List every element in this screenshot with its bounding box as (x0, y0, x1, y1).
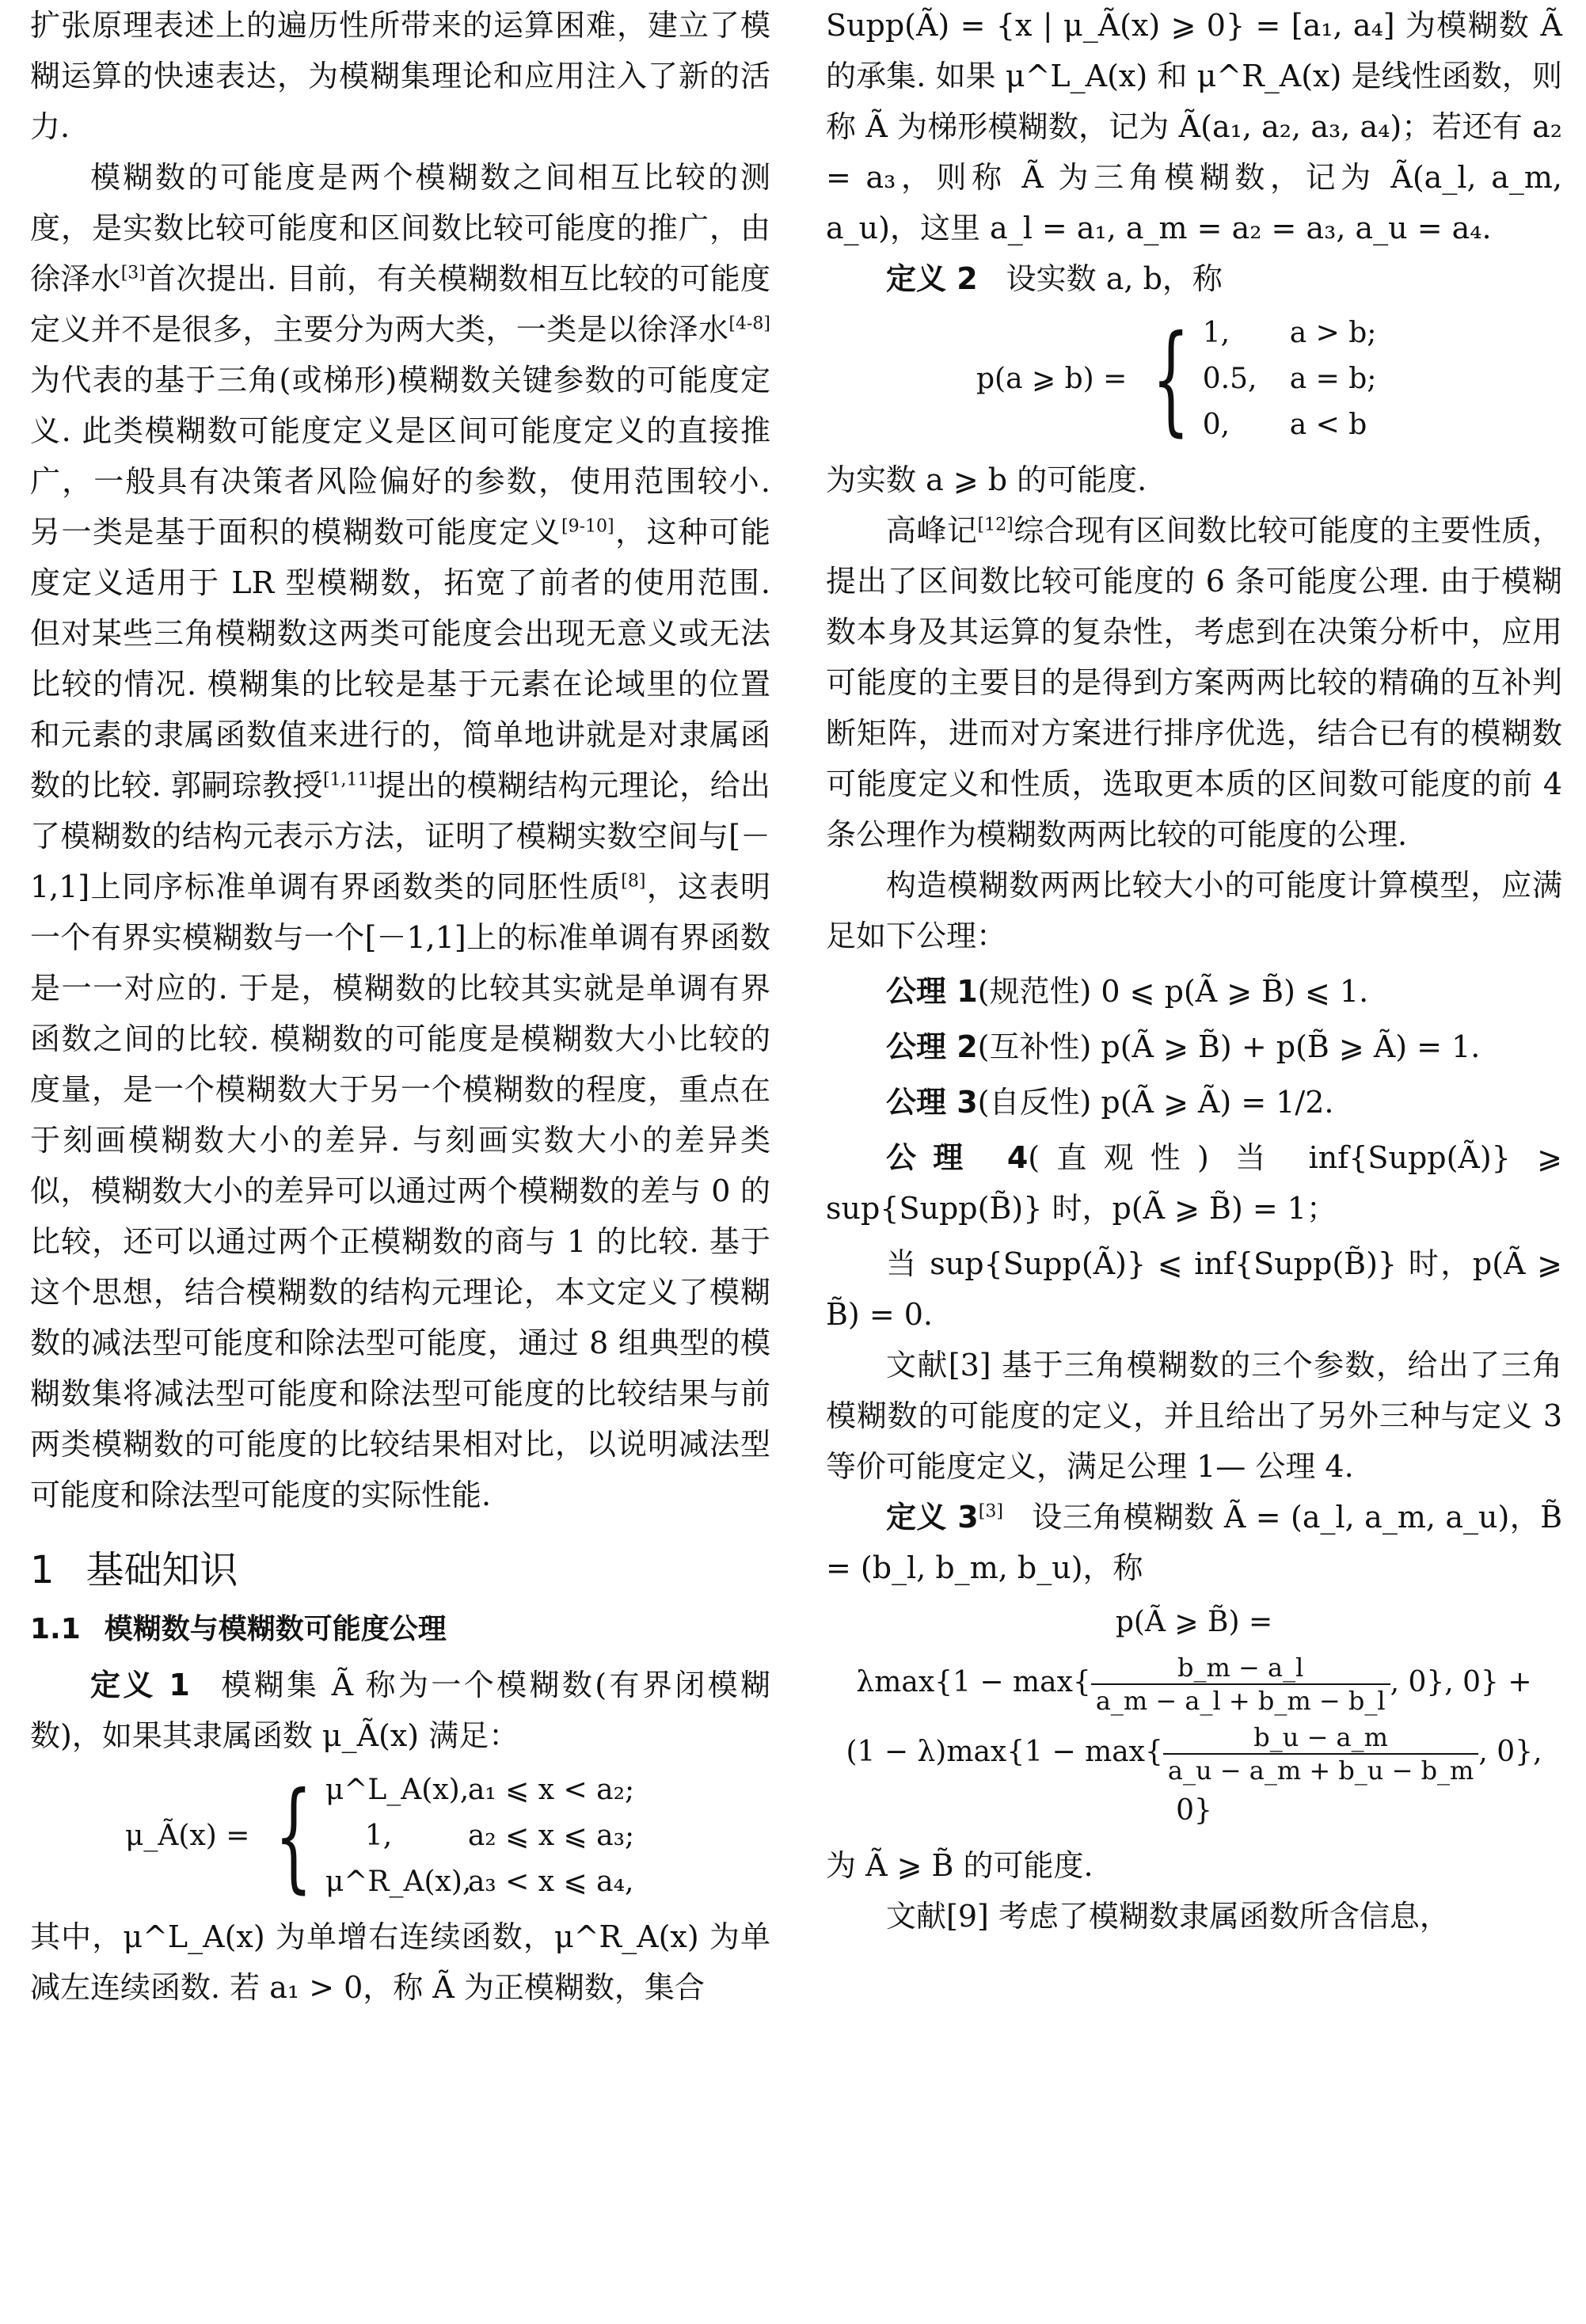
case-value: 1, (364, 1820, 393, 1852)
text-run: 高峰记 (886, 513, 978, 548)
brace: { (1152, 310, 1190, 448)
citation: [3] (978, 1501, 1003, 1522)
case-condition: a > b; (1289, 317, 1377, 349)
axiom-label: 公理 1 (886, 974, 978, 1009)
fraction-denominator: a_m − a_l + b_m − b_l (1095, 1686, 1386, 1716)
case-row (1203, 402, 1377, 448)
case-row (325, 1767, 634, 1813)
definition-label: 定义 2 (886, 261, 978, 296)
formula-cases (1203, 310, 1377, 448)
formula-text: λmax{1 − max{ (856, 1666, 1091, 1698)
axiom-4-continued: 当 sup{Supp(Ã)} ⩽ inf{Supp(B̃)} 时，p(Ã ⩾ B̃) = 0. (826, 1246, 1562, 1332)
formula-text: (1 − λ)max{1 − max{ (846, 1736, 1163, 1768)
citation: [9-10] (561, 516, 614, 537)
case-row (1203, 356, 1377, 402)
fraction-numerator: b_m − a_l (1091, 1652, 1390, 1685)
text-run: 提出的模糊结构元理论，给出了模糊数的结构元表示方法，证明了模糊实数空间与[－1,1]上同序标准单调有界函数类的同胚性质 (30, 768, 770, 904)
axiom-text: (自反性) p(Ã ⩾ Ã) = 1/2. (977, 1085, 1334, 1120)
text-run: ，这种可能度定义适用于 LR 型模糊数，拓宽了前者的使用范围. 但对某些三角模糊数这两类可能度会出现无意义或无法比较的情况. 模糊集的比较是基于元素在论域里的位置和元素的隶属函数值来进行的，简单地讲就是对隶属函数的比较. 郭嗣琮教授 (30, 515, 770, 803)
case-condition: a = b; (1289, 363, 1377, 395)
fraction-denominator: a_u − a_m + b_u − b_m (1167, 1755, 1474, 1786)
axiom-1 (826, 966, 1562, 1017)
citation: [4-8] (728, 314, 770, 334)
left-column (30, 0, 770, 2013)
section-heading (30, 1542, 770, 1598)
formula-cases (325, 1767, 634, 1905)
case-value: μ^L_A(x), (325, 1774, 470, 1806)
axiom-label: 公理 2 (886, 1029, 978, 1064)
axiom-2 (826, 1021, 1562, 1072)
definition-3 (826, 1492, 1562, 1593)
citation: [3] (120, 263, 146, 283)
text-run: 模糊数的可能度是两个模糊数之间相互比较的测度，是实数比较可能度和区间数比较可能度的推广，由徐泽水 (30, 160, 770, 296)
axiom-4 (826, 1132, 1562, 1234)
section-title: 基础知识 (86, 1548, 238, 1592)
formula-line-1: p(Ã ⩾ B̃) = (1115, 1606, 1273, 1638)
possibility-formula (976, 310, 1562, 448)
formula-line-2 (826, 1652, 1562, 1717)
case-value: 1, (1202, 317, 1230, 349)
formula-text: , 0}, 0} + (1390, 1666, 1532, 1698)
formula-lhs: p(a ⩾ b) = (976, 363, 1128, 395)
case-value: 0.5, (1202, 363, 1257, 395)
case-condition: a < b (1289, 409, 1367, 441)
formula-text: , 0}, 0} (1176, 1736, 1542, 1827)
right-paragraph-2 (826, 505, 1562, 860)
formula-line-3 (826, 1721, 1562, 1835)
section-number: 1 (30, 1548, 55, 1592)
citation: [8] (621, 871, 646, 892)
text-run: ，这表明一个有界实模糊数与一个[－1,1]上的标准单调有界函数是一一对应的. 于是，模糊数的比较其实就是单调有界函数之间的比较. 模糊数的可能度是模糊数大小比较的度量，是一个模糊数大于另一个模糊数的程度，重点在于刻画模糊数大小的差异. 与刻画实数大小的差异类似，模糊数大小的差异可以通过两个模糊数的差与 0 的比较，还可以通过两个正模糊数的商与 1 的比较. 基于这个思想，结合模糊数的结构元理论，本文定义了模糊数的减法型可能度和除法型可能度，通过 8 组典型的模糊数集将减法型可能度和除法型可能度的比较结果与前两类模糊数的可能度的比较结果相对比，以说明减法型可能度和除法型可能度的实际性能. (30, 869, 770, 1512)
case-condition: a₃ < x ⩽ a₄, (467, 1866, 634, 1898)
right-paragraph-5: 文献[9] 考虑了模糊数隶属函数所含信息， (886, 1899, 1450, 1934)
case-row (325, 1813, 634, 1859)
axiom-3 (826, 1077, 1562, 1128)
membership-formula (125, 1767, 770, 1905)
definition-3-after: 为 Ã ⩾ B̃ 的可能度. (826, 1848, 1093, 1883)
case-value: 0, (1202, 409, 1230, 441)
definition-text: 设三角模糊数 Ã = (a_l, a_m, a_u)，B̃ = (b_l, b_m, b_u)，称 (826, 1500, 1562, 1585)
citation: [1,11] (322, 770, 376, 790)
fraction (1163, 1721, 1479, 1786)
definition-text: 设实数 a, b，称 (1006, 261, 1223, 296)
subsection-heading (30, 1606, 770, 1653)
definition-label: 定义 3 (886, 1500, 979, 1535)
brace: { (275, 1767, 313, 1905)
text-run: 为代表的基于三角(或梯形)模糊数关键参数的可能度定义. 此类模糊数可能度定义是区间可能度定义的直接推广，一般具有决策者风险偏好的参数，使用范围较小. 另一类是基于面积的模糊数可能度定义 (30, 363, 770, 550)
case-condition: a₂ ⩽ x ⩽ a₃; (467, 1820, 635, 1852)
definition-2-after: 为实数 a ⩾ b 的可能度. (826, 462, 1147, 497)
subsection-title: 模糊数与模糊数可能度公理 (104, 1613, 447, 1645)
right-paragraph-3: 构造模糊数两两比较大小的可能度计算模型，应满足如下公理： (826, 868, 1562, 953)
axiom-text: (互补性) p(Ã ⩾ B̃) + p(B̃ ⩾ Ã) = 1. (977, 1029, 1481, 1064)
right-paragraph-1: Supp(Ã) = {x | μ_Ã(x) ⩾ 0} = [a₁, a₄] 为模糊数 Ã 的承集. 如果 μ^L_A(x) 和 μ^R_A(x) 是线性函数，则称 Ã 为梯形模糊数，记为 Ã(a₁, a₂, a₃, a₄)；若还有 a₂ = a₃，则称 Ã 为三角模糊数，记为 Ã(a_l, a_m, a_u)，这里 a_l = a₁, a_m = a₂ = a₃, a_u = a₄. (826, 8, 1562, 245)
definition-1-after: 其中，μ^L_A(x) 为单增右连续函数，μ^R_A(x) 为单减左连续函数. 若 a₁ > 0，称 Ã 为正模糊数，集合 (30, 1919, 770, 2005)
right-paragraph-4: 文献[3] 基于三角模糊数的三个参数，给出了三角模糊数的可能度的定义，并且给出了另外三种与定义 3 等价可能度定义，满足公理 1— 公理 4. (826, 1348, 1562, 1484)
right-column (826, 0, 1562, 1942)
fraction-numerator: b_u − a_m (1163, 1721, 1479, 1755)
subsection-number: 1.1 (30, 1613, 81, 1645)
case-row (325, 1859, 634, 1905)
fraction (1091, 1652, 1390, 1717)
case-row (1203, 310, 1377, 356)
definition-2 (826, 253, 1562, 304)
definition-label: 定义 1 (90, 1668, 190, 1702)
text-run: 首次提出. 目前，有关模糊数相互比较的可能度定义并不是很多，主要分为两大类，一类是以徐泽水 (30, 261, 770, 347)
left-paragraph-2 (30, 152, 770, 1520)
case-value: μ^R_A(x), (325, 1866, 472, 1898)
citation: [12] (977, 515, 1014, 535)
axiom-label: 公理 4 (886, 1140, 1029, 1175)
text-run: 综合现有区间数比较可能度的主要性质，提出了区间数比较可能度的 6 条可能度公理. 由于模糊数本身及其运算的复杂性，考虑到在决策分析中，应用可能度的主要目的是得到方案两两比较的精确的互补判断矩阵，进而对方案进行排序优选，结合已有的模糊数可能度定义和性质，选取更本质的区间数可能度的前 4 条公理作为模糊数两两比较的可能度的公理. (826, 513, 1562, 852)
definition-text: 模糊集 Ã 称为一个模糊数(有界闭模糊数)，如果其隶属函数 μ_Ã(x) 满足： (30, 1668, 771, 1753)
case-condition: a₁ ⩽ x < a₂; (467, 1774, 635, 1806)
axiom-label: 公理 3 (886, 1085, 978, 1120)
left-paragraph-1: 扩张原理表述上的遍历性所带来的运算困难，建立了模糊运算的快速表达，为模糊集理论和应用注入了新的活力. (30, 8, 770, 144)
formula-lhs: μ_Ã(x) = (125, 1820, 250, 1852)
definition-1 (30, 1660, 770, 1761)
axiom-text: (规范性) 0 ⩽ p(Ã ⩾ B̃) ⩽ 1. (977, 974, 1369, 1009)
axiom-text: (直观性) 当 inf{Supp(Ã)} ⩾ sup{Supp(B̃)} 时，p(Ã ⩾ B̃) = 1； (826, 1140, 1562, 1226)
